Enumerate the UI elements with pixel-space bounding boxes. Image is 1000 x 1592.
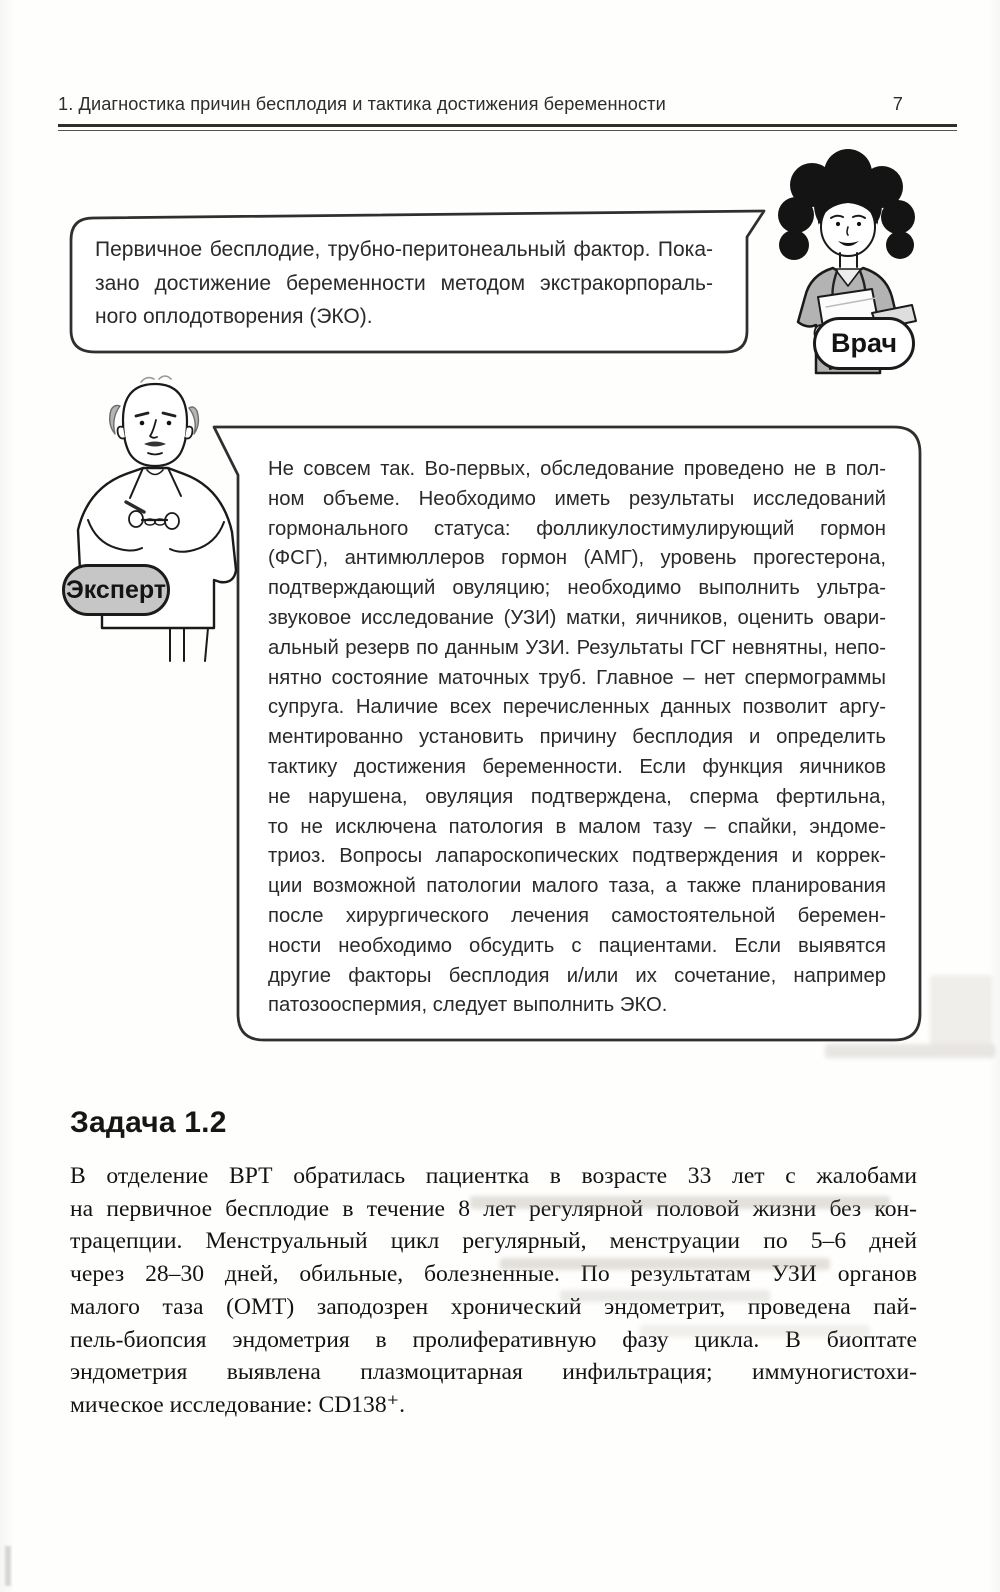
text-line: Не совсем так. Во-первых, обследование проведено не в пол- [268,458,886,480]
task-paragraph [70,1160,917,1422]
text-line: не нарушена, овуляция подтверждена, сперма фертильна, [268,785,886,808]
text-line: патозооспермия, следует выполнить ЭКО. [268,994,668,1017]
text-line: трацепции. Менструальный цикл регулярный, менструации по 5–6 дней [70,1228,917,1255]
text-line: ном объеме. Необходимо иметь результаты исследований [268,487,886,510]
chapter-title: 1. Диагностика причин бесплодия и тактика достижения беременности [58,94,666,114]
text-line: (ФСГ), антимюллеров гормон (АМГ), уровень прогестерона, [268,547,886,570]
text-line: гормонального статуса: фолликулостимулирующий гормон [268,517,886,540]
expert-bubble-text [268,455,886,1021]
text-line: В отделение ВРТ обратилась пациентка в возрасте 33 лет с жалобами [70,1163,917,1189]
text-line: ментированно установить причину бесплодия и определить [268,726,886,749]
text-line: ности необходимо обсудить с пациентами. Если выявятся [268,934,886,957]
text-line: после хирургического лечения самостоятельной беремен- [268,904,886,927]
text-line: зано достижение беременности методом экстракорпораль- [95,271,713,295]
doctor-label: Врач [830,328,897,358]
text-line: Первичное бесплодие, трубно-перитонеальный фактор. Пока- [95,238,713,261]
text-line: супруга. Наличие всех перечисленных данных позволит аргу- [268,696,886,719]
page-header [58,94,903,115]
text-line: на первичное бесплодие в течение 8 лет регулярной половой жизни без кон- [70,1195,917,1222]
header-rule-thick [58,124,957,127]
text-line: тактику достижения беременности. Если функция яичников [268,755,886,778]
expert-name-badge [62,564,170,616]
expert-label: Эксперт [65,575,167,604]
text-line: ции возможной патологии малого таза, а также планирования [268,875,886,898]
header-rule-thin [58,130,957,131]
text-line: подтверждающий овуляцию; необходимо выполнить ультра- [268,577,886,600]
text-line: то не исключена патология в малом тазу – спайки, эндоме- [268,815,886,838]
text-line: другие факторы бесплодия и/или их сочетание, например [268,964,886,987]
text-line: эндометрия выявлена плазмоцитарная инфильтрация; иммуногистохи- [70,1359,917,1386]
scan-edge-mark [5,1546,11,1586]
text-line: ного оплодотворения (ЭКО). [95,305,373,328]
text-line: альный резерв по данным УЗИ. Результаты ГСГ невнятны, непо- [268,636,886,659]
text-line: через 28–30 дней, обильные, болезненные. По результатам УЗИ органов [70,1261,917,1288]
doctor-name-badge [813,317,915,370]
text-line: звуковое исследование (УЗИ) матки, яичников, оценить овари- [268,606,886,629]
text-line: мическое исследование: CD138⁺. [70,1391,405,1418]
text-line: пель-биопсия эндометрия в пролиферативную фазу цикла. В биоптате [70,1326,917,1353]
text-line: нятно состояние маточных труб. Главное – нет спермограммы [268,666,886,689]
text-line: малого таза (ОМТ) заподозрен хронический эндометрит, проведена пай- [70,1293,917,1320]
scan-bleed-artifact [930,975,992,1045]
expert-figure [48,370,238,665]
expert-avatar-illustration [48,370,238,665]
text-line: триоз. Вопросы лапароскопических подтверждения и коррек- [268,845,886,868]
doctor-bubble-text [95,233,713,334]
task-heading: Задача 1.2 [70,1106,227,1139]
page-number: 7 [892,94,903,114]
